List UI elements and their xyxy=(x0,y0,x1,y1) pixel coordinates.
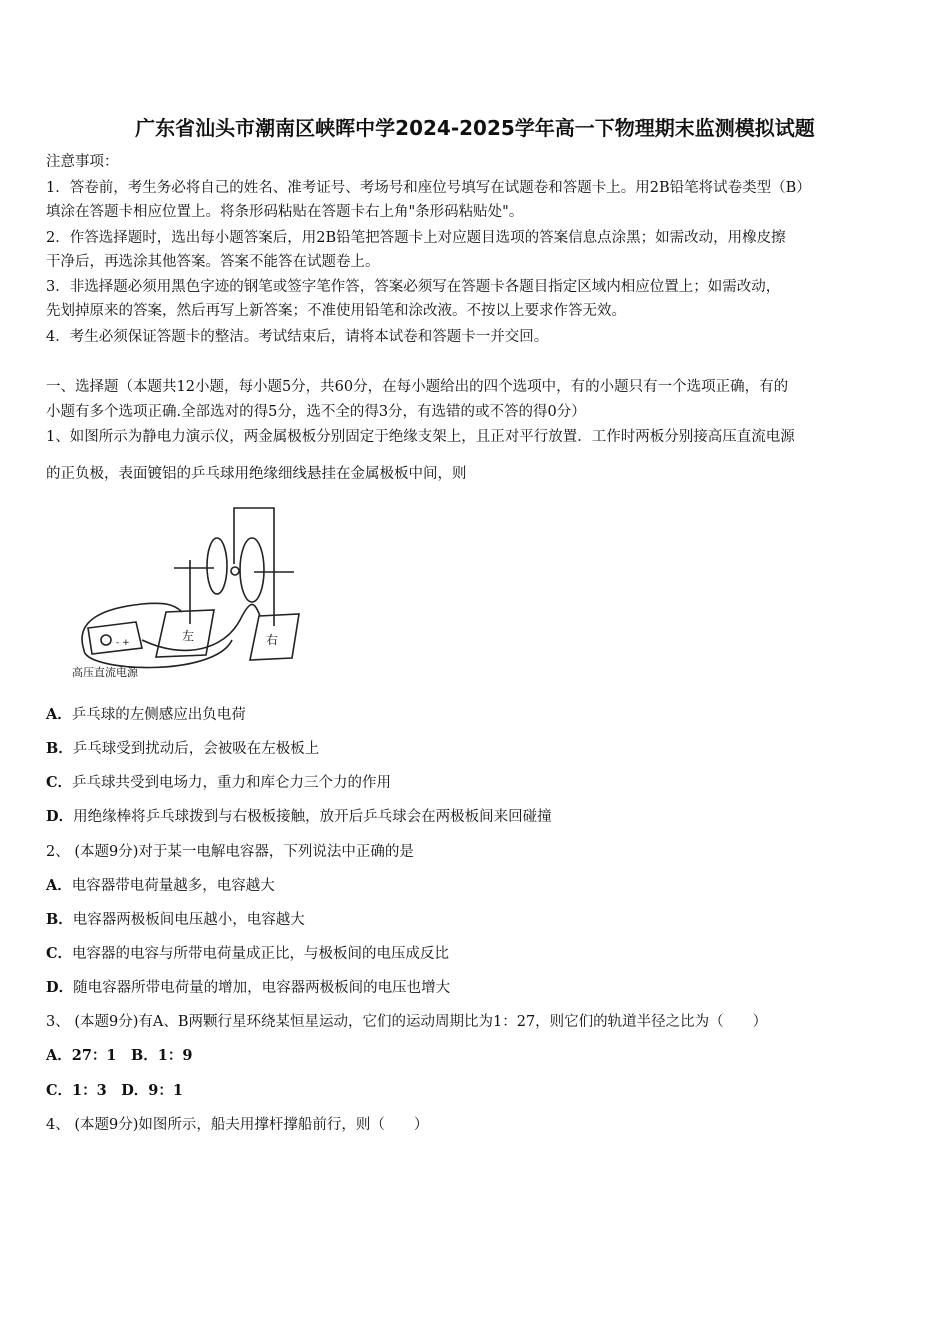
option-letter: A． xyxy=(46,877,72,894)
question-3-stem: 3、 (本题9分)有A、B两颗行星环绕某恒星运动，它们的运动周期比为1：27，则它们的轨道半径之比为（ ） xyxy=(46,1014,768,1030)
option-letter: D． xyxy=(46,808,74,825)
q2-option-d xyxy=(46,978,450,998)
notice-line: 3．非选择题必须用黑色字迹的钢笔或签字笔作答，答案必须写在答题卡各题目指定区域内相应位置上；如需改动， xyxy=(46,279,781,295)
option-letter: C． xyxy=(46,945,73,962)
ping-pong-ball xyxy=(231,567,239,575)
question-1-stem: 的正负极，表面镀铝的乒乓球用绝缘细线悬挂在金属极板中间，则 xyxy=(46,466,467,482)
left-plate-label: 左 xyxy=(182,629,195,643)
q2-option-c xyxy=(46,944,449,964)
q2-option-b xyxy=(46,910,305,930)
question-2-stem: 2、 (本题9分)对于某一电解电容器，下列说法中正确的是 xyxy=(46,844,414,860)
notice-heading: 注意事项： xyxy=(46,154,119,170)
option-letter: B． xyxy=(46,911,73,928)
q1-option-b xyxy=(46,739,319,759)
option-text: 乒乓球的左侧感应出负电荷 xyxy=(71,707,246,723)
power-terminals: - + xyxy=(116,638,130,648)
q2-option-a xyxy=(46,876,275,896)
notice-line: 先划掉原来的答案，然后再写上新答案；不准使用铅笔和涂改液。不按以上要求作答无效。 xyxy=(46,303,626,319)
right-plate-label: 右 xyxy=(266,633,279,647)
question-1-stem: 1、如图所示为静电力演示仪，两金属极板分别固定于绝缘支架上，且正对平行放置．工作时两板分别接高压直流电源 xyxy=(46,429,795,445)
option-letter: D． xyxy=(46,979,74,996)
q1-option-d xyxy=(46,807,552,827)
question-4-stem: 4、 (本题9分)如图所示，船夫用撑杆撑船前行，则（ ） xyxy=(46,1117,429,1133)
option-text: 电容器的电容与所带电荷量成正比，与极板间的电压成反比 xyxy=(72,946,450,962)
notice-line: 填涂在答题卡相应位置上。将条形码粘贴在答题卡右上角"条形码粘贴处"。 xyxy=(46,204,524,220)
q1-option-a xyxy=(46,705,246,725)
option-text: 电容器两极板间电压越小，电容越大 xyxy=(72,912,305,928)
option-text: 电容器带电荷量越多，电容越大 xyxy=(71,878,275,894)
right-metal-plate xyxy=(240,538,264,602)
q3-options-row-2: C．1：3 D．9：1 xyxy=(46,1082,183,1099)
notice-line: 4．考生必须保证答题卡的整洁。考试结束后，请将本试卷和答题卡一并交回。 xyxy=(46,329,549,345)
q3-options-row-1: A．27：1 B．1：9 xyxy=(46,1047,193,1064)
section-instructions: 一、选择题（本题共12小题，每小题5分，共60分，在每小题给出的四个选项中，有的小题只有一个选项正确，有的 xyxy=(46,379,789,395)
q1-option-c xyxy=(46,773,391,793)
electrostatic-apparatus-figure xyxy=(64,500,314,685)
option-text: 乒乓球受到扰动后，会被吸在左极板上 xyxy=(72,741,320,757)
page-title: 广东省汕头市潮南区峡晖中学2024-2025学年高一下物理期末监测模拟试题 xyxy=(135,116,815,140)
option-text: 用绝缘棒将乒乓球拨到与右极板接触，放开后乒乓球会在两极板间来回碰撞 xyxy=(73,809,552,825)
notice-line: 干净后，再选涂其他答案。答案不能答在试题卷上。 xyxy=(46,254,380,270)
notice-line: 1．答卷前，考生务必将自己的姓名、准考证号、考场号和座位号填写在试题卷和答题卡上。用2B铅笔将试卷类型（B） xyxy=(46,180,811,196)
left-metal-plate xyxy=(207,538,227,594)
section-instructions: 小题有多个选项正确.全部选对的得5分，选不全的得3分，有选错的或不答的得0分） xyxy=(46,404,586,420)
option-letter: C． xyxy=(46,774,73,791)
option-letter: B． xyxy=(46,740,73,757)
option-text: 乒乓球共受到电场力，重力和库仑力三个力的作用 xyxy=(72,775,392,791)
option-letter: A． xyxy=(46,706,72,723)
notice-line: 2．作答选择题时，选出每小题答案后，用2B铅笔把答题卡上对应题目选项的答案信息点涂黑；如需改动，用橡皮擦 xyxy=(46,230,786,246)
figure-caption: 高压直流电源 xyxy=(72,666,138,679)
power-supply-box xyxy=(88,622,142,654)
option-text: 随电容器所带电荷量的增加，电容器两极板间的电压也增大 xyxy=(73,980,451,996)
